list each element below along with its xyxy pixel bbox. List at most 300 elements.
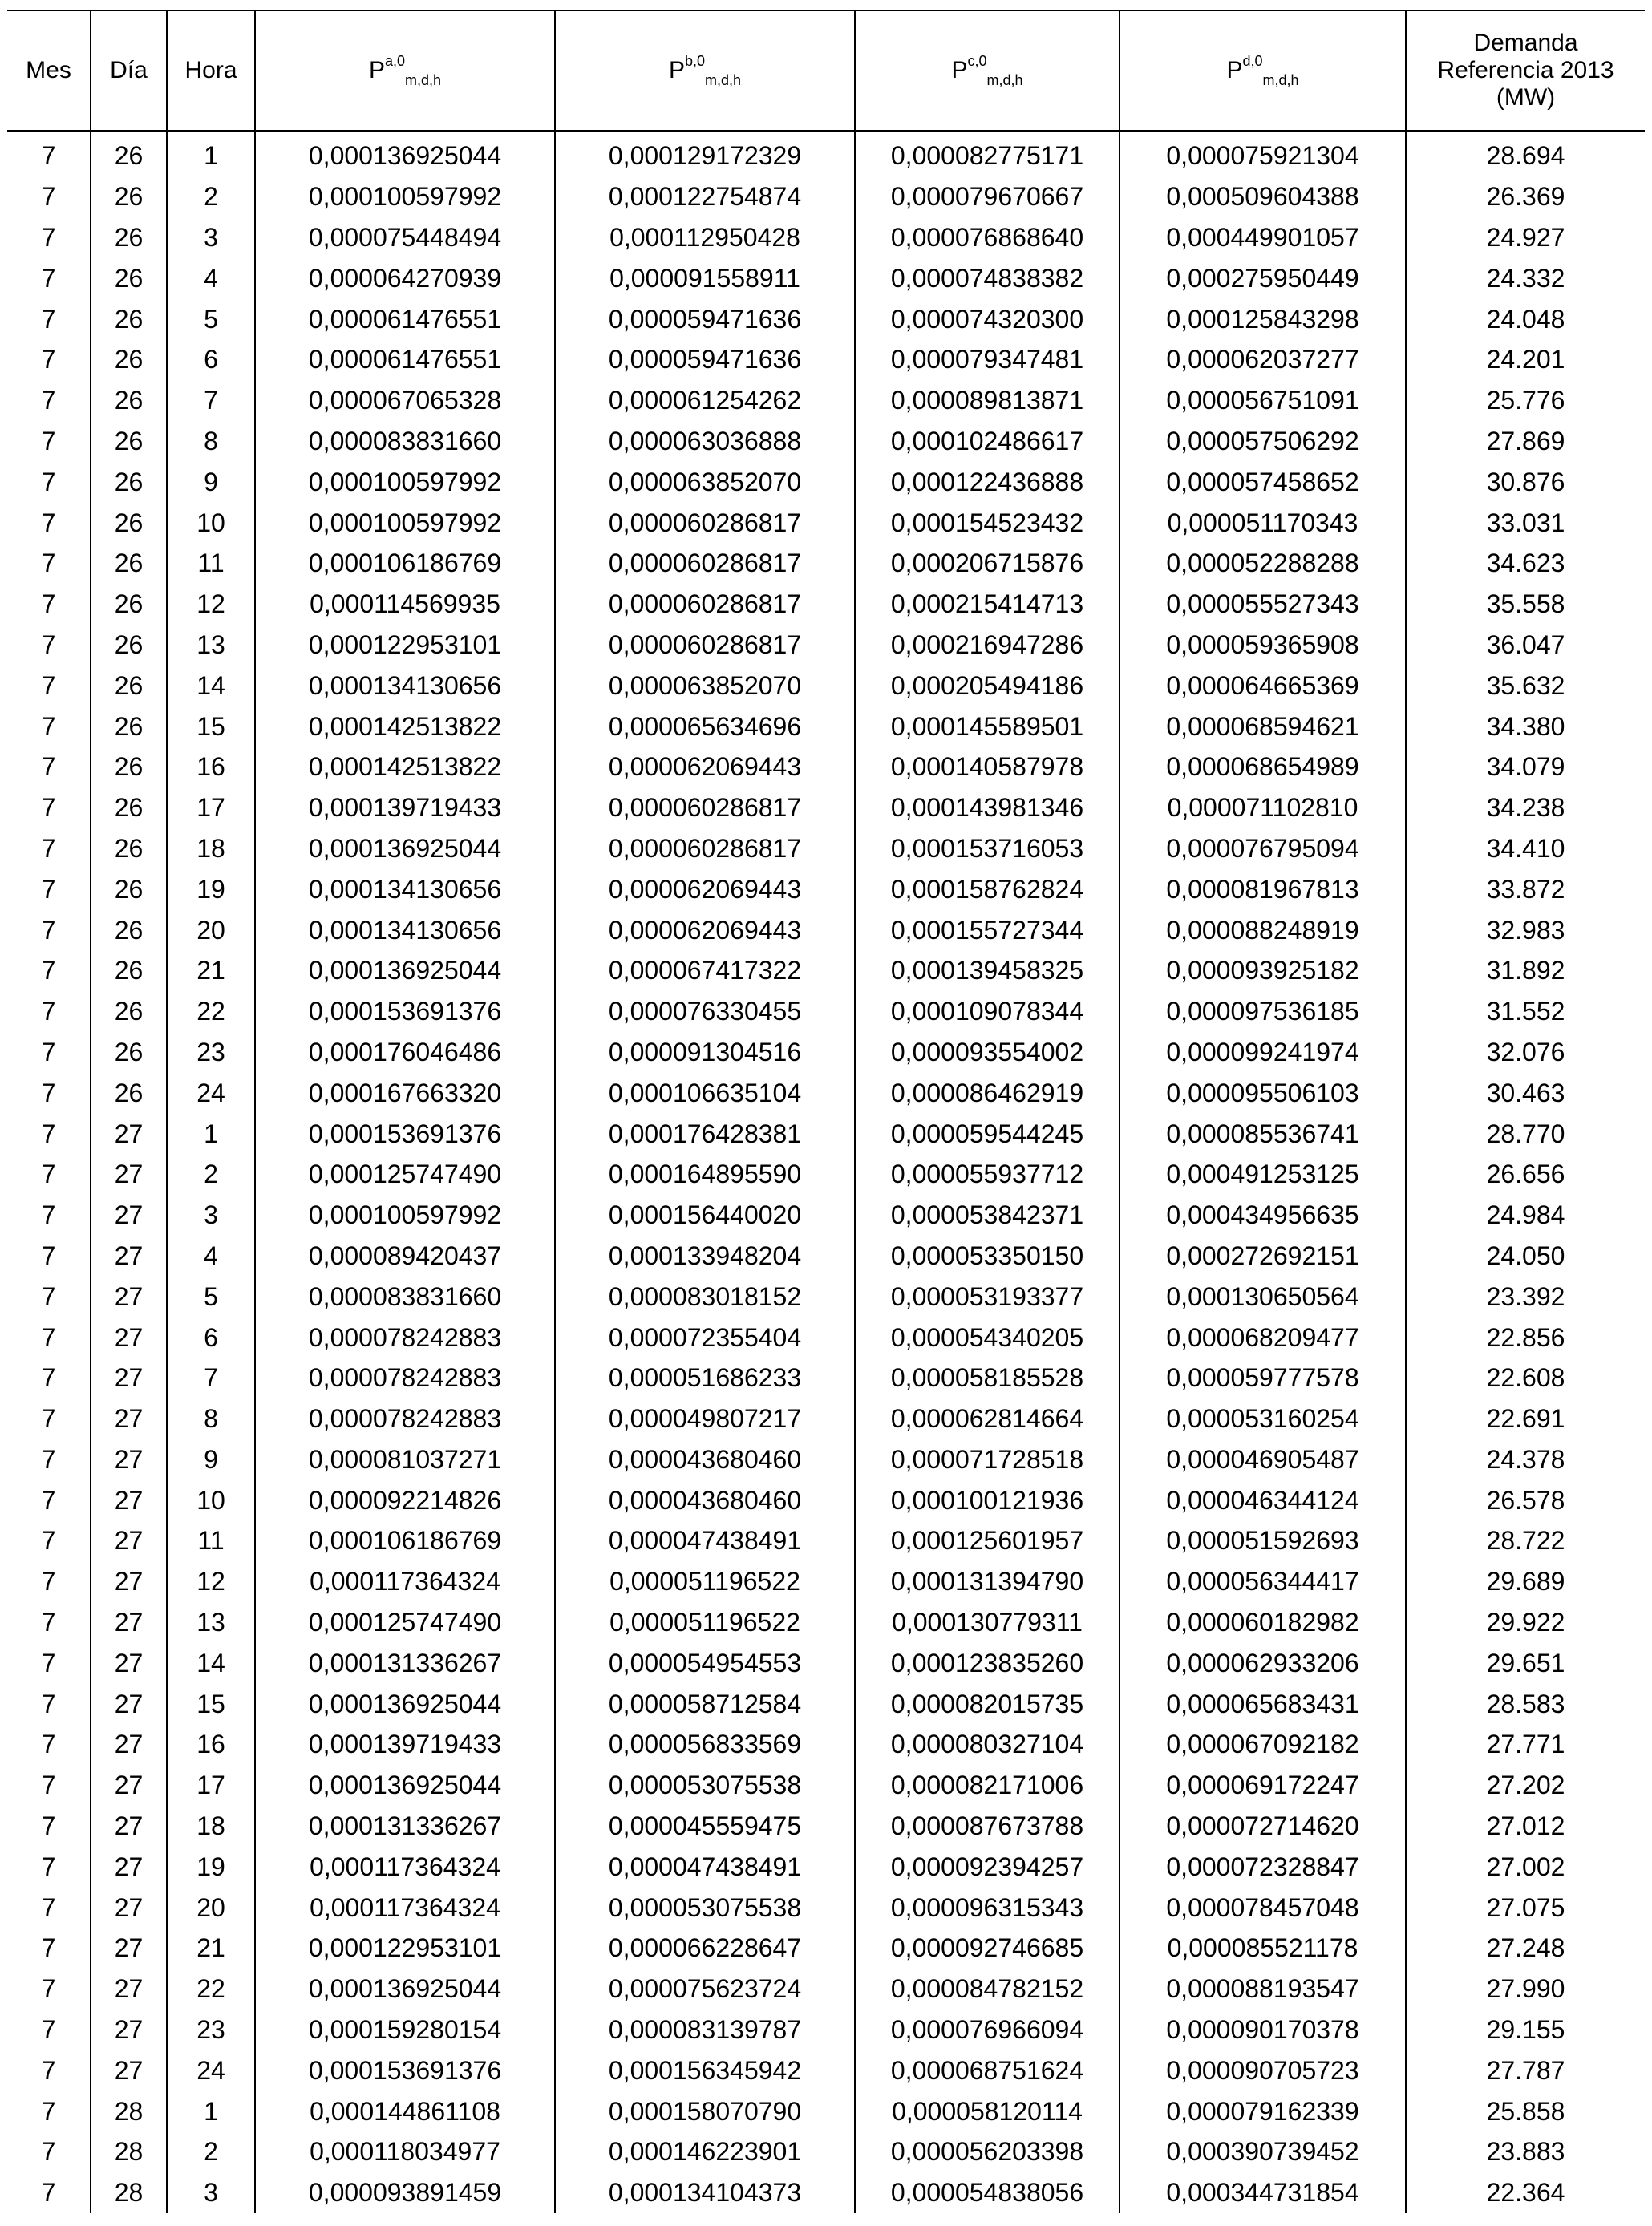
table-row [7,2090,1645,2131]
cell-hora: 2 [167,176,255,217]
cell-pa: 0,000081037271 [255,1439,555,1480]
header-pc: P$^{c,0}_{m,d,h}$ [855,10,1120,132]
cell-pd: 0,000272692151 [1120,1236,1406,1277]
cell-hora: 1 [167,2090,255,2131]
cell-hora: 22 [167,1969,255,2009]
cell-dia: 27 [91,1642,167,1683]
cell-dia: 28 [91,2131,167,2172]
cell-pa: 0,000100597992 [255,502,555,543]
cell-pd: 0,000068594621 [1120,706,1406,747]
cell-mes: 7 [7,1724,91,1765]
cell-pc: 0,000080327104 [855,1724,1120,1765]
table-row [7,176,1645,217]
cell-dia: 26 [91,950,167,991]
cell-demanda: 24.378 [1406,1439,1645,1480]
cell-mes: 7 [7,1846,91,1887]
cell-hora: 18 [167,1806,255,1847]
cell-pd: 0,000064665369 [1120,665,1406,706]
cell-demanda: 28.770 [1406,1113,1645,1154]
cell-pb: 0,000053075538 [555,1887,855,1928]
cell-demanda: 33.031 [1406,502,1645,543]
cell-pb: 0,000051196522 [555,1602,855,1643]
cell-pc: 0,000068751624 [855,2050,1120,2090]
cell-pa: 0,000136925044 [255,950,555,991]
cell-pd: 0,000067092182 [1120,1724,1406,1765]
header-hora: Hora [167,10,255,132]
cell-hora: 13 [167,625,255,666]
cell-hora: 24 [167,2050,255,2090]
table-row [7,1846,1645,1887]
cell-demanda: 36.047 [1406,625,1645,666]
cell-dia: 26 [91,584,167,625]
cell-pd: 0,000057458652 [1120,461,1406,502]
cell-hora: 5 [167,298,255,339]
cell-demanda: 28.694 [1406,132,1645,176]
cell-pc: 0,000082171006 [855,1765,1120,1806]
table-row [7,1358,1645,1398]
table-row [7,502,1645,543]
cell-pc: 0,000053193377 [855,1276,1120,1317]
cell-pd: 0,000509604388 [1120,176,1406,217]
cell-dia: 27 [91,1236,167,1277]
cell-mes: 7 [7,1887,91,1928]
cell-dia: 26 [91,461,167,502]
cell-pa: 0,000153691376 [255,1113,555,1154]
cell-dia: 26 [91,380,167,421]
cell-pa: 0,000131336267 [255,1806,555,1847]
cell-dia: 26 [91,868,167,909]
cell-pd: 0,000053160254 [1120,1398,1406,1439]
cell-hora: 14 [167,1642,255,1683]
cell-dia: 27 [91,1846,167,1887]
cell-pd: 0,000062933206 [1120,1642,1406,1683]
cell-dia: 27 [91,1398,167,1439]
header-pd: P$^{d,0}_{m,d,h}$ [1120,10,1406,132]
cell-demanda: 22.364 [1406,2172,1645,2213]
cell-mes: 7 [7,1072,91,1113]
cell-pb: 0,000043680460 [555,1479,855,1520]
cell-hora: 11 [167,543,255,584]
cell-demanda: 25.858 [1406,2090,1645,2131]
cell-pb: 0,000066228647 [555,1928,855,1969]
cell-dia: 27 [91,1887,167,1928]
cell-mes: 7 [7,665,91,706]
cell-demanda: 32.983 [1406,909,1645,950]
cell-pb: 0,000091304516 [555,1032,855,1073]
cell-mes: 7 [7,1479,91,1520]
table-row [7,828,1645,869]
cell-demanda: 27.202 [1406,1765,1645,1806]
cell-dia: 26 [91,176,167,217]
cell-pa: 0,000122953101 [255,1928,555,1969]
cell-pc: 0,000092746685 [855,1928,1120,1969]
cell-pd: 0,000130650564 [1120,1276,1406,1317]
cell-dia: 26 [91,298,167,339]
cell-mes: 7 [7,1520,91,1561]
cell-dia: 27 [91,1479,167,1520]
cell-hora: 8 [167,421,255,462]
cell-pc: 0,000054340205 [855,1317,1120,1358]
cell-dia: 26 [91,1072,167,1113]
cell-mes: 7 [7,421,91,462]
table-row [7,1195,1645,1236]
cell-pb: 0,000049807217 [555,1398,855,1439]
cell-pa: 0,000153691376 [255,991,555,1032]
table-row [7,1520,1645,1561]
cell-pd: 0,000065683431 [1120,1683,1406,1724]
cell-mes: 7 [7,868,91,909]
cell-pd: 0,000076795094 [1120,828,1406,869]
cell-pd: 0,000085536741 [1120,1113,1406,1154]
cell-pb: 0,000062069443 [555,747,855,787]
cell-hora: 16 [167,1724,255,1765]
cell-pd: 0,000052288288 [1120,543,1406,584]
cell-mes: 7 [7,909,91,950]
cell-pd: 0,000491253125 [1120,1154,1406,1195]
cell-pd: 0,000059777578 [1120,1358,1406,1398]
cell-pb: 0,000059471636 [555,298,855,339]
table-header-row [7,10,1645,132]
cell-mes: 7 [7,747,91,787]
cell-demanda: 24.927 [1406,217,1645,258]
cell-demanda: 29.651 [1406,1642,1645,1683]
cell-demanda: 34.410 [1406,828,1645,869]
table-row [7,217,1645,258]
cell-mes: 7 [7,787,91,828]
cell-hora: 10 [167,502,255,543]
cell-demanda: 35.558 [1406,584,1645,625]
cell-dia: 27 [91,1602,167,1643]
table-row [7,1561,1645,1602]
table-row [7,1602,1645,1643]
cell-pd: 0,000081967813 [1120,868,1406,909]
cell-hora: 18 [167,828,255,869]
cell-mes: 7 [7,1154,91,1195]
table-row [7,339,1645,380]
cell-mes: 7 [7,380,91,421]
cell-pb: 0,000122754874 [555,176,855,217]
cell-pb: 0,000060286817 [555,584,855,625]
cell-mes: 7 [7,1398,91,1439]
cell-demanda: 31.892 [1406,950,1645,991]
table-row [7,1969,1645,2009]
table-row [7,909,1645,950]
cell-demanda: 24.332 [1406,257,1645,298]
cell-dia: 26 [91,543,167,584]
cell-pc: 0,000082775171 [855,132,1120,176]
cell-mes: 7 [7,1642,91,1683]
cell-dia: 26 [91,665,167,706]
cell-pb: 0,000129172329 [555,132,855,176]
cell-pc: 0,000079670667 [855,176,1120,217]
cell-pa: 0,000061476551 [255,339,555,380]
cell-mes: 7 [7,1969,91,2009]
cell-pb: 0,000062069443 [555,909,855,950]
header-pb: P$^{b,0}_{m,d,h}$ [555,10,855,132]
table-row [7,747,1645,787]
cell-dia: 27 [91,1276,167,1317]
cell-mes: 7 [7,706,91,747]
cell-pa: 0,000125747490 [255,1602,555,1643]
cell-dia: 27 [91,2050,167,2090]
cell-pb: 0,000059471636 [555,339,855,380]
cell-pb: 0,000091558911 [555,257,855,298]
cell-pa: 0,000142513822 [255,706,555,747]
table-row [7,132,1645,176]
table-row [7,1154,1645,1195]
cell-pd: 0,000046344124 [1120,1479,1406,1520]
cell-mes: 7 [7,2090,91,2131]
table-row [7,380,1645,421]
cell-pb: 0,000058712584 [555,1683,855,1724]
cell-pa: 0,000136925044 [255,1765,555,1806]
cell-pa: 0,000136925044 [255,828,555,869]
cell-pb: 0,000062069443 [555,868,855,909]
cell-hora: 6 [167,339,255,380]
cell-demanda: 34.238 [1406,787,1645,828]
cell-hora: 20 [167,909,255,950]
cell-dia: 27 [91,2009,167,2050]
cell-pd: 0,000051170343 [1120,502,1406,543]
cell-pd: 0,000051592693 [1120,1520,1406,1561]
table-row [7,1683,1645,1724]
cell-hora: 16 [167,747,255,787]
cell-pc: 0,000076966094 [855,2009,1120,2050]
cell-hora: 10 [167,1479,255,1520]
cell-pb: 0,000065634696 [555,706,855,747]
cell-hora: 15 [167,1683,255,1724]
cell-pd: 0,000072714620 [1120,1806,1406,1847]
cell-pa: 0,000106186769 [255,543,555,584]
header-dia: Día [91,10,167,132]
cell-pb: 0,000156345942 [555,2050,855,2090]
cell-hora: 3 [167,217,255,258]
cell-pa: 0,000067065328 [255,380,555,421]
cell-mes: 7 [7,1806,91,1847]
table-row [7,950,1645,991]
cell-mes: 7 [7,2131,91,2172]
cell-demanda: 27.990 [1406,1969,1645,2009]
cell-demanda: 35.632 [1406,665,1645,706]
cell-pa: 0,000131336267 [255,1642,555,1683]
cell-hora: 23 [167,2009,255,2050]
cell-pa: 0,000100597992 [255,1195,555,1236]
cell-dia: 28 [91,2090,167,2131]
cell-dia: 26 [91,132,167,176]
table-row [7,1236,1645,1277]
cell-dia: 27 [91,1561,167,1602]
table-row [7,1479,1645,1520]
cell-dia: 27 [91,1724,167,1765]
cell-pb: 0,000063036888 [555,421,855,462]
cell-pa: 0,000134130656 [255,665,555,706]
table-row [7,991,1645,1032]
cell-pb: 0,000146223901 [555,2131,855,2172]
cell-mes: 7 [7,1683,91,1724]
cell-pc: 0,000087673788 [855,1806,1120,1847]
cell-mes: 7 [7,2050,91,2090]
cell-pa: 0,000078242883 [255,1317,555,1358]
cell-pa: 0,000142513822 [255,747,555,787]
header-mes: Mes [7,10,91,132]
table-row [7,868,1645,909]
cell-hora: 3 [167,2172,255,2213]
table-row [7,1072,1645,1113]
cell-pa: 0,000136925044 [255,132,555,176]
cell-dia: 27 [91,1113,167,1154]
cell-pa: 0,000136925044 [255,1683,555,1724]
cell-demanda: 23.392 [1406,1276,1645,1317]
cell-pd: 0,000078457048 [1120,1887,1406,1928]
cell-hora: 8 [167,1398,255,1439]
cell-pa: 0,000153691376 [255,2050,555,2090]
cell-mes: 7 [7,991,91,1032]
cell-pb: 0,000061254262 [555,380,855,421]
cell-pb: 0,000083018152 [555,1276,855,1317]
cell-mes: 7 [7,1928,91,1969]
cell-hora: 21 [167,950,255,991]
cell-dia: 27 [91,1358,167,1398]
cell-pd: 0,000099241974 [1120,1032,1406,1073]
cell-pc: 0,000071728518 [855,1439,1120,1480]
cell-pc: 0,000216947286 [855,625,1120,666]
cell-pb: 0,000053075538 [555,1765,855,1806]
cell-pb: 0,000060286817 [555,625,855,666]
table-row [7,1398,1645,1439]
cell-pa: 0,000061476551 [255,298,555,339]
cell-pb: 0,000176428381 [555,1113,855,1154]
cell-pb: 0,000047438491 [555,1520,855,1561]
cell-demanda: 27.002 [1406,1846,1645,1887]
cell-demanda: 27.012 [1406,1806,1645,1847]
cell-demanda: 22.691 [1406,1398,1645,1439]
cell-pa: 0,000114569935 [255,584,555,625]
cell-dia: 26 [91,706,167,747]
cell-dia: 27 [91,1806,167,1847]
cell-dia: 26 [91,421,167,462]
cell-pd: 0,000079162339 [1120,2090,1406,2131]
cell-dia: 27 [91,1439,167,1480]
cell-pd: 0,000055527343 [1120,584,1406,625]
cell-pb: 0,000072355404 [555,1317,855,1358]
cell-demanda: 33.872 [1406,868,1645,909]
cell-demanda: 30.876 [1406,461,1645,502]
table-row [7,1928,1645,1969]
cell-pd: 0,000071102810 [1120,787,1406,828]
cell-demanda: 29.689 [1406,1561,1645,1602]
cell-mes: 7 [7,2009,91,2050]
cell-pc: 0,000062814664 [855,1398,1120,1439]
cell-dia: 26 [91,217,167,258]
cell-pa: 0,000125747490 [255,1154,555,1195]
cell-mes: 7 [7,1602,91,1643]
cell-pb: 0,000106635104 [555,1072,855,1113]
cell-pa: 0,000078242883 [255,1358,555,1398]
cell-demanda: 32.076 [1406,1032,1645,1073]
cell-pc: 0,000082015735 [855,1683,1120,1724]
cell-hora: 17 [167,1765,255,1806]
cell-mes: 7 [7,1358,91,1398]
cell-mes: 7 [7,2172,91,2213]
cell-demanda: 26.656 [1406,1154,1645,1195]
cell-pb: 0,000043680460 [555,1439,855,1480]
cell-pc: 0,000054838056 [855,2172,1120,2213]
cell-pb: 0,000060286817 [555,543,855,584]
cell-pd: 0,000046905487 [1120,1439,1406,1480]
cell-demanda: 24.048 [1406,298,1645,339]
cell-pc: 0,000058185528 [855,1358,1120,1398]
cell-mes: 7 [7,1032,91,1073]
cell-demanda: 28.583 [1406,1683,1645,1724]
cell-hora: 9 [167,461,255,502]
table-row [7,1765,1645,1806]
cell-pd: 0,000344731854 [1120,2172,1406,2213]
cell-pc: 0,000093554002 [855,1032,1120,1073]
cell-pa: 0,000122953101 [255,625,555,666]
cell-pc: 0,000096315343 [855,1887,1120,1928]
cell-pb: 0,000134104373 [555,2172,855,2213]
table-row [7,1806,1645,1847]
cell-hora: 4 [167,1236,255,1277]
cell-dia: 26 [91,502,167,543]
cell-pb: 0,000158070790 [555,2090,855,2131]
cell-pa: 0,000118034977 [255,2131,555,2172]
cell-mes: 7 [7,502,91,543]
cell-pc: 0,000143981346 [855,787,1120,828]
cell-pb: 0,000054954553 [555,1642,855,1683]
cell-dia: 27 [91,1520,167,1561]
cell-pa: 0,000117364324 [255,1561,555,1602]
cell-pc: 0,000131394790 [855,1561,1120,1602]
cell-hora: 13 [167,1602,255,1643]
cell-pa: 0,000134130656 [255,868,555,909]
cell-demanda: 34.079 [1406,747,1645,787]
cell-mes: 7 [7,1276,91,1317]
cell-pa: 0,000078242883 [255,1398,555,1439]
cell-dia: 27 [91,1969,167,2009]
cell-pb: 0,000112950428 [555,217,855,258]
cell-hora: 9 [167,1439,255,1480]
cell-pa: 0,000139719433 [255,787,555,828]
cell-pd: 0,000068654989 [1120,747,1406,787]
cell-pb: 0,000047438491 [555,1846,855,1887]
cell-pc: 0,000059544245 [855,1113,1120,1154]
cell-pb: 0,000164895590 [555,1154,855,1195]
cell-pa: 0,000176046486 [255,1032,555,1073]
cell-pc: 0,000079347481 [855,339,1120,380]
cell-mes: 7 [7,1439,91,1480]
cell-dia: 27 [91,1928,167,1969]
cell-pa: 0,000106186769 [255,1520,555,1561]
cell-hora: 12 [167,1561,255,1602]
cell-dia: 26 [91,625,167,666]
cell-pa: 0,000167663320 [255,1072,555,1113]
table-row [7,1032,1645,1073]
cell-mes: 7 [7,339,91,380]
cell-mes: 7 [7,1561,91,1602]
cell-pd: 0,000059365908 [1120,625,1406,666]
table-row [7,1439,1645,1480]
cell-pc: 0,000130779311 [855,1602,1120,1643]
cell-hora: 2 [167,1154,255,1195]
cell-demanda: 29.922 [1406,1602,1645,1643]
cell-pb: 0,000051686233 [555,1358,855,1398]
cell-pb: 0,000063852070 [555,665,855,706]
cell-pc: 0,000145589501 [855,706,1120,747]
cell-pa: 0,000136925044 [255,1969,555,2009]
cell-pc: 0,000092394257 [855,1846,1120,1887]
table-row [7,787,1645,828]
